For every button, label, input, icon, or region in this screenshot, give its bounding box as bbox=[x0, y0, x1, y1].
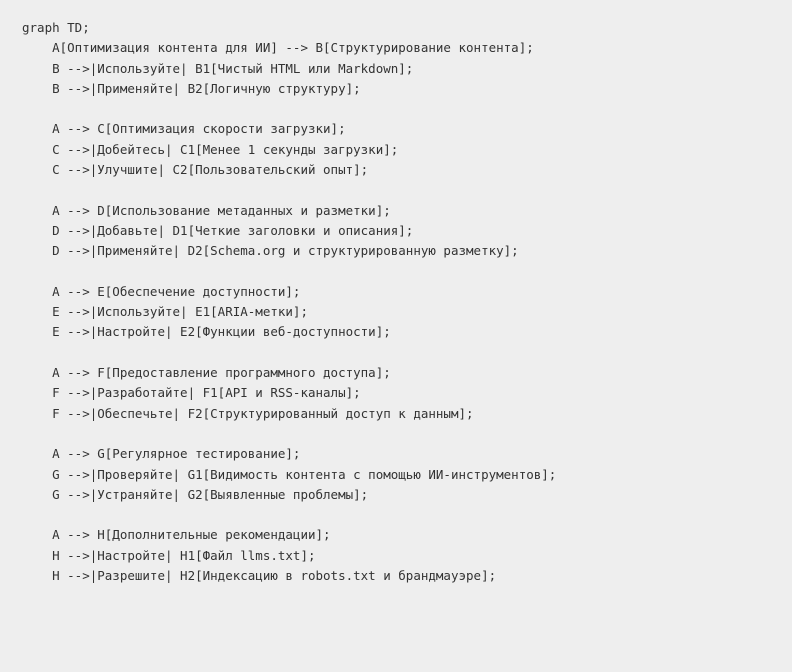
code-line: F -->|Обеспечьте| F2[Структурированный доступ к данным]; bbox=[22, 405, 474, 421]
code-line: H -->|Настройте| H1[Файл llms.txt]; bbox=[22, 547, 316, 563]
code-line: E -->|Используйте| E1[ARIA-метки]; bbox=[22, 304, 308, 320]
code-line: A --> H[Дополнительные рекомендации]; bbox=[22, 527, 331, 543]
code-line bbox=[22, 99, 792, 119]
code-line: A[Оптимизация контента для ИИ] --> B[Структурирование контента]; bbox=[22, 40, 534, 56]
code-line: A --> G[Регулярное тестирование]; bbox=[22, 446, 301, 462]
code-line: F -->|Разработайте| F1[API и RSS-каналы]; bbox=[22, 385, 361, 401]
code-line: G -->|Проверяйте| G1[Видимость контента с помощью ИИ-инструментов]; bbox=[22, 466, 557, 482]
code-line: A --> C[Оптимизация скорости загрузки]; bbox=[22, 121, 346, 137]
code-line bbox=[22, 180, 792, 200]
code-line bbox=[22, 424, 792, 444]
code-line: A --> D[Использование метаданных и разметки]; bbox=[22, 202, 391, 218]
code-line: H -->|Разрешите| H2[Индексацию в robots.txt и брандмауэре]; bbox=[22, 568, 497, 584]
code-line: graph TD; bbox=[22, 20, 90, 35]
code-line: G -->|Устраняйте| G2[Выявленные проблемы]; bbox=[22, 486, 369, 502]
code-line: A --> F[Предоставление программного доступа]; bbox=[22, 365, 391, 381]
code-line: B -->|Используйте| B1[Чистый HTML или Markdown]; bbox=[22, 60, 414, 76]
code-line: D -->|Применяйте| D2[Schema.org и структурированную разметку]; bbox=[22, 243, 519, 259]
code-line: A --> E[Обеспечение доступности]; bbox=[22, 283, 301, 299]
code-line bbox=[22, 343, 792, 363]
code-content bbox=[22, 18, 792, 586]
code-line: C -->|Улучшите| C2[Пользовательский опыт]; bbox=[22, 162, 369, 178]
code-line bbox=[22, 262, 792, 282]
code-line: C -->|Добейтесь| C1[Менее 1 секунды загрузки]; bbox=[22, 141, 399, 157]
code-line: E -->|Настройте| E2[Функции веб-доступности]; bbox=[22, 324, 391, 340]
code-line: D -->|Добавьте| D1[Четкие заголовки и описания]; bbox=[22, 222, 414, 238]
code-line: B -->|Применяйте| B2[Логичную структуру]; bbox=[22, 80, 361, 96]
code-line bbox=[22, 505, 792, 525]
